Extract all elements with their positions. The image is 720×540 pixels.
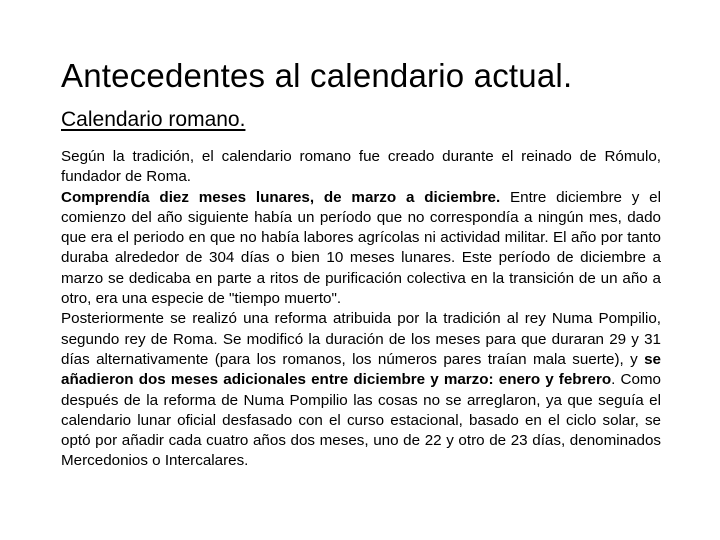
- paragraph-romulo: [61, 147, 661, 188]
- slide-title: Antecedentes al calendario actual.: [61, 57, 573, 94]
- paragraph-numa-reform: [61, 309, 661, 471]
- highlighted-text: se añadieron dos meses adicionales entre diciembre y marzo: enero y febrero: [61, 350, 661, 389]
- paragraph-text: Según la tradición, el calendario romano fue creado durante el reinado de Rómulo, fundador de Roma.: [61, 148, 661, 186]
- slide-subtitle: Calendario romano.: [61, 108, 246, 131]
- paragraph-ten-months: [61, 188, 661, 310]
- paragraph-text: . Como después de la reforma de Numa Pompilio las cosas no se arreglaron, ya que seguía el calendario lunar oficial desfasado con el curso estacional, basado en el ciclo solar, se optó por añadir cada cuatro años dos meses, uno de 22 y otro de 23 días, denominados Mercedonios o Intercalares.: [61, 371, 662, 470]
- slide-body: [61, 147, 661, 472]
- paragraph-text: Posteriormente se realizó una reforma atribuida por la tradición al rey Numa Pompilio, segundo rey de Roma. Se modificó la duración de los meses para que duraran 29 y 31 días alternativamente (para los romanos, los números pares traían mala suerte), y: [61, 310, 661, 368]
- highlighted-text: Comprendía diez meses lunares, de marzo a diciembre.: [61, 188, 501, 206]
- paragraph-text: Entre diciembre y el comienzo del año siguiente había un período que no correspondía a ningún mes, dado que era el periodo en que no había labores agrícolas ni actividad militar. El año por tanto duraba alrededor de 304 días o bien 10 meses lunares. Este período de diciembre a marzo se dedicaba en parte a ritos de purificación colectiva en la transición de un año a otro, era una especie de "tiempo muerto".: [61, 188, 661, 308]
